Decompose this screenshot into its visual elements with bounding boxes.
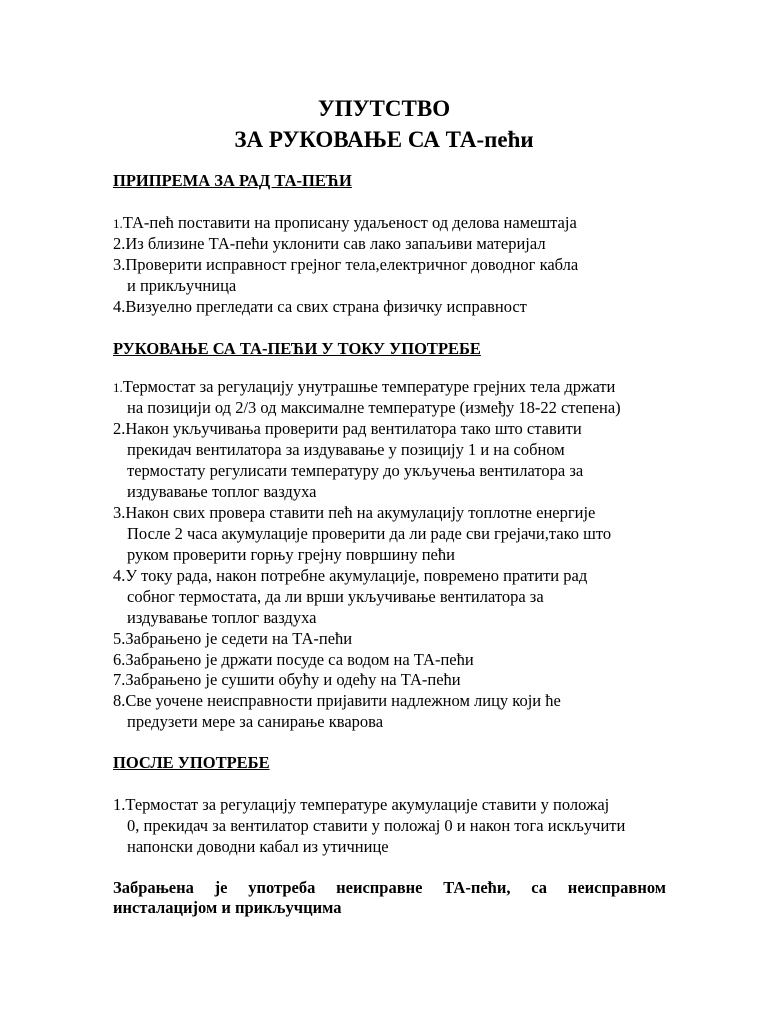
item-number: 1. [113, 380, 123, 395]
list-item [113, 650, 474, 670]
item-number: 2. [113, 234, 126, 253]
item-text-continuation: на позицији од 2/3 од максималне температуре (између 18-22 степена) [127, 398, 621, 417]
item-text: Забрањено је сушити обућу и одећу на ТА-пећи [125, 670, 461, 689]
list-item [113, 377, 615, 397]
document-title: УПУТСТВО [317, 96, 451, 121]
item-number: 7. [113, 670, 126, 689]
item-number: 8. [113, 691, 126, 710]
item-text-continuation: руком проверити горњу грејну површину пећи [127, 545, 455, 564]
list-item [113, 566, 587, 586]
item-text: Забрањено је седети на ТА-пећи [125, 629, 353, 648]
item-text: У току рада, након потребне акумулације, повремено пратити рад [125, 566, 588, 585]
item-number: 2. [113, 419, 126, 438]
list-item [113, 234, 546, 254]
list-item [113, 419, 582, 439]
item-text: Након укључивања проверити рад вентилатора тако што ставити [125, 419, 582, 438]
list-item [113, 629, 352, 649]
item-number: 6. [113, 650, 126, 669]
item-text: Забрањено је држати посуде са водом на ТА-пећи [125, 650, 474, 669]
section-heading-usage: РУКОВАЊЕ СА ТА-ПЕЋИ У ТОКУ УПОТРЕБЕ [113, 339, 481, 358]
section-heading-after-use: ПОСЛЕ УПОТРЕБЕ [113, 753, 270, 772]
item-text: ТА-пећ поставити на прописану удаљеност од делова намештаја [122, 213, 577, 232]
list-item [113, 691, 561, 711]
item-number: 4. [113, 297, 126, 316]
item-number: 1. [113, 795, 126, 814]
item-number: 5. [113, 629, 126, 648]
item-text: Термостат за регулацију температуре акумулације ставити у положај [125, 795, 610, 814]
item-text-continuation: напонски доводни кабал из утичнице [127, 837, 389, 856]
item-text: Термостат за регулацију унутрашње температуре грејних тела држати [122, 377, 616, 396]
item-text-continuation: После 2 часа акумулације проверити да ли раде сви грејачи,тако што [127, 524, 612, 543]
list-item [113, 670, 461, 690]
item-text-continuation: собног термостата, да ли врши укључивање вентилатора за [127, 587, 544, 606]
item-number: 1. [113, 216, 123, 231]
list-item [113, 503, 595, 523]
item-text: Све уочене неисправности пријавити надлежном лицу који ће [125, 691, 561, 710]
item-text-continuation: 0, прекидач за вентилатор ставити у положај 0 и након тога искључити [127, 816, 626, 835]
item-text-continuation: и прикључница [127, 276, 237, 295]
item-text-continuation: прекидач вентилатора за издувавање у позицију 1 и на собном [127, 440, 565, 459]
list-item [113, 255, 578, 275]
list-item [113, 795, 609, 815]
item-text: Након свих провера ставити пећ на акумулацију топлотне енергије [125, 503, 596, 522]
item-text: Проверити исправност грејног тела,електричног доводног кабла [125, 255, 579, 274]
item-text: Из близине ТА-пећи уклонити сав лако запаљиви материјал [125, 234, 546, 253]
item-text-continuation: термостату регулисати температуру до укључења вентилатора за [127, 461, 584, 480]
item-number: 3. [113, 255, 126, 274]
item-text-continuation: издувавање топлог ваздуха [127, 608, 317, 627]
section-heading-preparation: ПРИПРЕМА ЗА РАД ТА-ПЕЋИ [113, 171, 352, 190]
item-text: Визуелно прегледати са свих страна физичку исправност [125, 297, 527, 316]
item-text-continuation: издувавање топлог ваздуха [127, 482, 317, 501]
list-item [113, 213, 577, 233]
final-warning: Забрањена је употреба неисправне ТА-пећи, са неисправном инсталацијом и прикључцима [113, 878, 666, 917]
document-subtitle: ЗА РУКОВАЊЕ СА ТА-пећи [234, 127, 534, 152]
item-text-continuation: предузети мере за санирање кварова [127, 712, 384, 731]
list-item [113, 297, 527, 317]
item-number: 3. [113, 503, 126, 522]
item-number: 4. [113, 566, 126, 585]
